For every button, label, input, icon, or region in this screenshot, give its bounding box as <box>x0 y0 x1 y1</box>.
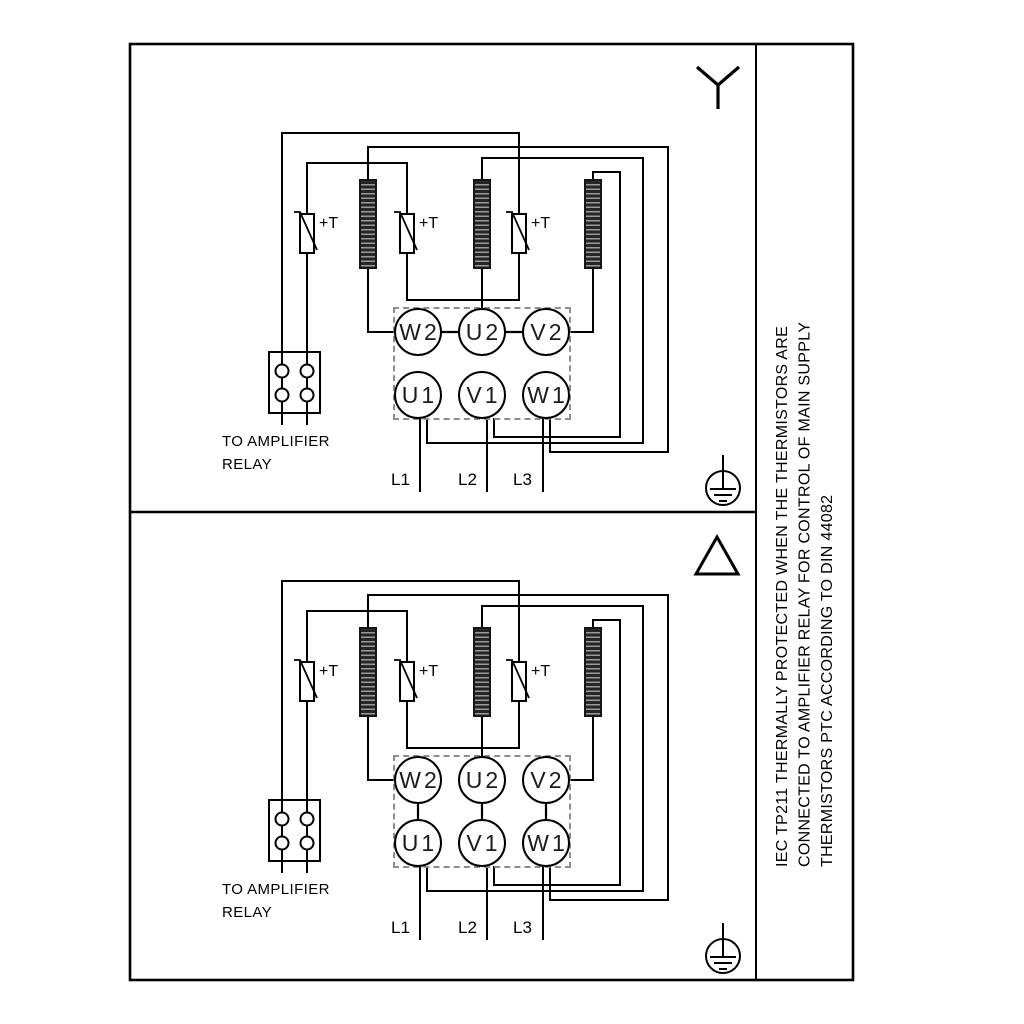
supply-label-L2: L2 <box>458 918 477 937</box>
terminal-U1: U1 <box>394 819 442 867</box>
thermistor-label: +T <box>419 215 439 232</box>
terminal-W1: W1 <box>522 371 570 419</box>
terminal-V2: V2 <box>522 308 570 356</box>
motor-winding-coil <box>473 627 491 717</box>
terminal-V1: V1 <box>458 371 506 419</box>
delta-icon <box>696 537 738 574</box>
terminal-W2: W2 <box>394 308 442 356</box>
supply-label-L1: L1 <box>391 918 410 937</box>
relay-note-line2: RELAY <box>222 456 273 473</box>
terminal-V2: V2 <box>522 756 570 804</box>
supply-label-L2: L2 <box>458 470 477 489</box>
side-note-line3: THERMISTORS PTC ACCORDING TO DIN 44082 <box>819 494 836 867</box>
supply-label-L1: L1 <box>391 470 410 489</box>
star-icon <box>697 67 739 109</box>
terminal-U1: U1 <box>394 371 442 419</box>
relay-note-line1: TO AMPLIFIER <box>222 881 330 898</box>
side-note <box>758 43 853 867</box>
relay-note-line1: TO AMPLIFIER <box>222 433 330 450</box>
thermistor-label: +T <box>319 663 339 680</box>
terminal-U2: U2 <box>458 308 506 356</box>
relay-note <box>222 430 330 476</box>
earth-ground-icon <box>706 455 740 505</box>
motor-winding-coil <box>359 627 377 717</box>
motor-winding-coil <box>584 627 602 717</box>
terminal-V1: V1 <box>458 819 506 867</box>
thermistor-label: +T <box>319 215 339 232</box>
side-note-line1: IEC TP211 THERMALLY PROTECTED WHEN THE THERMISTORS ARE <box>774 325 791 867</box>
relay-note <box>222 878 330 924</box>
motor-winding-coil <box>584 179 602 269</box>
terminal-U2: U2 <box>458 756 506 804</box>
thermistor-label: +T <box>419 663 439 680</box>
motor-winding-coil <box>473 179 491 269</box>
supply-label-L3: L3 <box>513 918 532 937</box>
relay-note-line2: RELAY <box>222 904 273 921</box>
side-note-line2: CONNECTED TO AMPLIFIER RELAY FOR CONTROL OF MAIN SUPPLY <box>796 321 814 867</box>
earth-ground-icon <box>706 923 740 973</box>
motor-winding-coil <box>359 179 377 269</box>
thermistor-label: +T <box>531 215 551 232</box>
supply-label-L3: L3 <box>513 470 532 489</box>
terminal-W1: W1 <box>522 819 570 867</box>
terminal-W2: W2 <box>394 756 442 804</box>
thermistor-label: +T <box>531 663 551 680</box>
